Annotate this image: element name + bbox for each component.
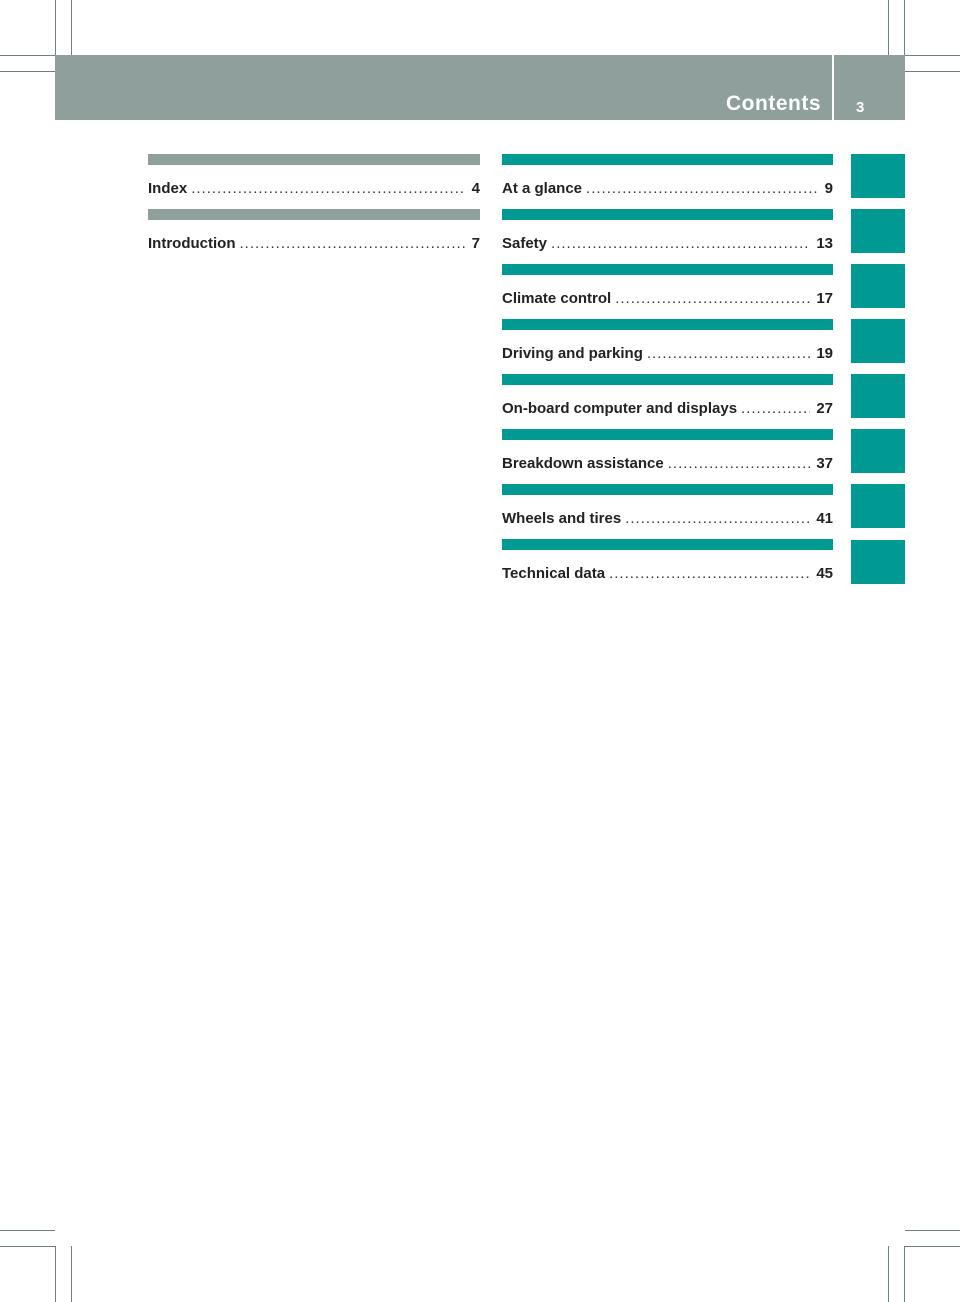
toc-line	[502, 565, 833, 585]
toc-left-column	[148, 154, 480, 264]
side-tab[interactable]	[851, 264, 905, 308]
toc-page-number: 4	[471, 180, 480, 197]
crop-mark	[905, 71, 960, 72]
crop-mark	[0, 71, 55, 72]
toc-label: Safety	[502, 235, 548, 252]
toc-leader-dots	[741, 400, 810, 417]
toc-page-number: 27	[816, 400, 833, 417]
toc-page-number: 41	[816, 510, 833, 527]
toc-page-number: 45	[816, 565, 833, 582]
toc-right-column	[502, 154, 833, 594]
toc-line	[502, 510, 833, 530]
toc-label: Climate control	[502, 290, 612, 307]
toc-leader-dots	[239, 235, 465, 252]
side-tab[interactable]	[851, 374, 905, 418]
header-divider	[832, 55, 834, 120]
crop-mark	[55, 1246, 56, 1302]
side-tab[interactable]	[851, 209, 905, 253]
toc-entry-index[interactable]	[148, 154, 480, 209]
toc-entry-driving-and-parking[interactable]	[502, 319, 833, 374]
page-header	[55, 55, 905, 120]
toc-line	[148, 180, 480, 200]
toc-line	[502, 345, 833, 365]
toc-line	[502, 400, 833, 420]
toc-entry-climate-control[interactable]	[502, 264, 833, 319]
toc-leader-dots	[647, 345, 810, 362]
toc-page-number: 9	[824, 180, 833, 197]
toc-entry-breakdown-assistance[interactable]	[502, 429, 833, 484]
toc-leader-dots	[586, 180, 819, 197]
toc-entry-safety[interactable]	[502, 209, 833, 264]
toc-entry-at-a-glance[interactable]	[502, 154, 833, 209]
toc-label: On-board computer and displays	[502, 400, 738, 417]
toc-line	[502, 180, 833, 200]
toc-page-number: 19	[816, 345, 833, 362]
toc-line	[148, 235, 480, 255]
crop-mark	[905, 55, 960, 56]
section-bar	[502, 539, 833, 550]
toc-label: At a glance	[502, 180, 583, 197]
toc-line	[502, 455, 833, 475]
toc-leader-dots	[668, 455, 811, 472]
toc-entry-introduction[interactable]	[148, 209, 480, 264]
crop-mark	[904, 1246, 905, 1302]
page-title: Contents	[726, 92, 821, 115]
side-tab[interactable]	[851, 484, 905, 528]
toc-leader-dots	[609, 565, 810, 582]
side-tab[interactable]	[851, 540, 905, 584]
toc-page-number: 17	[816, 290, 833, 307]
toc-label: Driving and parking	[502, 345, 643, 362]
section-bar	[502, 429, 833, 440]
crop-mark	[905, 1230, 960, 1231]
toc-line	[502, 290, 833, 310]
section-bar	[148, 154, 480, 165]
toc-entry-on-board-computer[interactable]	[502, 374, 833, 429]
page-number: 3	[856, 99, 865, 116]
toc-page-number: 7	[471, 235, 480, 252]
toc-leader-dots	[191, 180, 465, 197]
crop-mark	[55, 0, 56, 55]
toc-label: Index	[148, 180, 188, 197]
toc-label: Wheels and tires	[502, 510, 622, 527]
section-bar	[148, 209, 480, 220]
toc-leader-dots	[625, 510, 810, 527]
toc-leader-dots	[615, 290, 810, 307]
crop-mark	[905, 1246, 960, 1247]
crop-mark	[71, 0, 72, 55]
section-bar	[502, 154, 833, 165]
section-bar	[502, 484, 833, 495]
side-tab[interactable]	[851, 429, 905, 473]
toc-label: Technical data	[502, 565, 606, 582]
crop-mark	[0, 1230, 55, 1231]
section-bar	[502, 264, 833, 275]
toc-label: Introduction	[148, 235, 236, 252]
side-tab[interactable]	[851, 154, 905, 198]
crop-mark	[904, 0, 905, 55]
crop-mark	[888, 1246, 889, 1302]
side-tab[interactable]	[851, 319, 905, 363]
toc-label: Breakdown assistance	[502, 455, 664, 472]
crop-mark	[0, 1246, 55, 1247]
section-bar	[502, 374, 833, 385]
crop-mark	[0, 55, 55, 56]
section-bar	[502, 209, 833, 220]
crop-mark	[888, 0, 889, 55]
toc-entry-technical-data[interactable]	[502, 539, 833, 594]
toc-line	[502, 235, 833, 255]
section-bar	[502, 319, 833, 330]
toc-page-number: 37	[816, 455, 833, 472]
toc-leader-dots	[551, 235, 810, 252]
crop-mark	[71, 1246, 72, 1302]
toc-entry-wheels-and-tires[interactable]	[502, 484, 833, 539]
toc-page-number: 13	[816, 235, 833, 252]
